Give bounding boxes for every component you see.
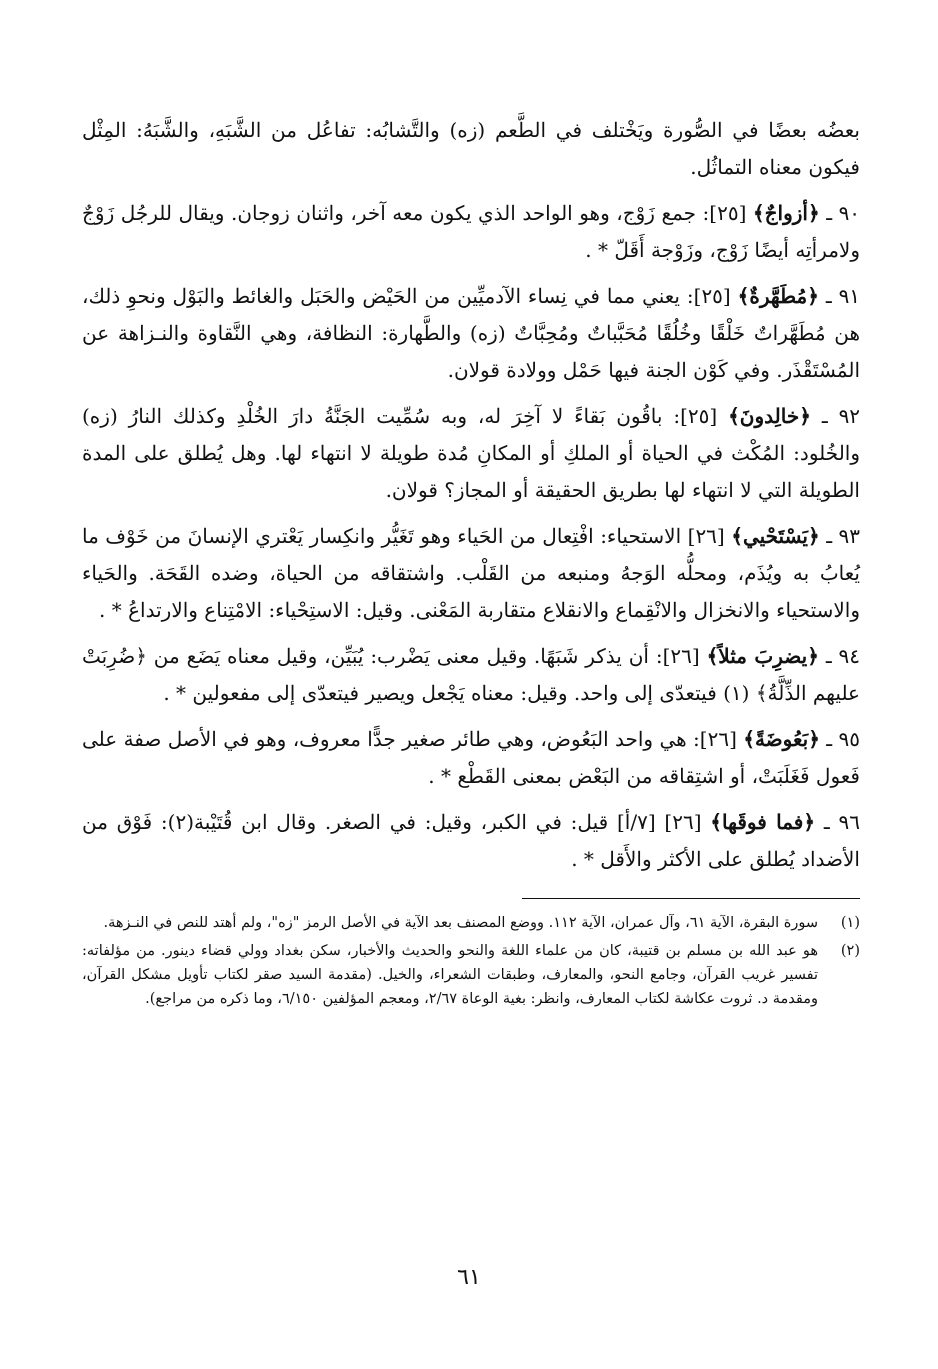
entry-verse-ref: [٢٦] [687, 524, 725, 548]
entry-text: الاستحياء: افْتِعال من الحَياء وهو تَغَيُّر وانكِسار يَعْتري الإنسانَ من خَوْف ما يُعابُ به ويُذَم، ومحلُّه الوَجهُ ومنبعه من القَلْب. واشتقاقه من الحياة، وضده القَحَة. والحَياء والاستحياء والانخزال والانْقِماع والانقلاع متقاربة المَعْنى. وقيل: الاستِحْياء: الامْتِناع والارتداعُ * . [82, 524, 860, 622]
entries-list [82, 195, 860, 878]
entry-term: ﴿يَسْتَحْيي﴾ [731, 524, 820, 548]
footnote-mark: (٢) [840, 943, 860, 959]
entry-94 [82, 638, 860, 712]
entry-verse-ref: [٢٥]: [686, 284, 731, 308]
entry-90 [82, 195, 860, 269]
entry-number: ٩٣ ـ [826, 524, 861, 548]
entry-number: ٩٢ ـ [821, 404, 861, 428]
entry-term: ﴿يضرِبَ مثلاً﴾ [706, 644, 819, 668]
entry-number: ٩١ ـ [825, 284, 861, 308]
entry-96 [82, 804, 860, 878]
entry-text: أن يذكر شَبَهًا. وقيل معنى يَضْرب: يُبَيِّن، وقيل معناه يَضَع من ﴿ضُرِبَتْ عليهم الذِّلَّةُ﴾ (١) فيتعدّى إلى واحد. وقيل: معناه يَجْعل ويصير فيتعدّى إلى مفعولين * . [82, 644, 860, 705]
entry-term: ﴿بَعُوضَةً﴾ [743, 727, 820, 751]
entry-number: ٩٤ ـ [825, 644, 861, 668]
entry-number: ٩٦ ـ [823, 810, 860, 834]
entry-text: يعني مما في نِساء الآدميِّين من الحَيْض والحَبَل والغائط والبَوْل ونحوِ ذلك، هن مُطَهَّراتٌ خَلْقًا وخُلُقًا مُحَبَّباتٌ ومُحِبَّاتٌ (زه) والطَّهارة: النظافة، وهي النَّقاوة والنـزاهة عن المُسْتَقْذَر. وفي كَوْن الجنة فيها حَمْل وولادة قولان. [82, 284, 860, 382]
entry-verse-ref: [٢٦]: [693, 727, 737, 751]
entry-term: ﴿فما فوقَها﴾ [710, 810, 816, 834]
footnote-1 [82, 911, 860, 935]
page-number: ٦١ [457, 1265, 481, 1290]
footnote-2 [82, 939, 860, 1011]
entry-text: هي واحد البَعُوض، وهي طائر صغير جدًّا معروف، وهو في الأصل صفة على فَعول فَغَلَبَتْ، أو اشتِقاقه من البَعْض بمعنى القَطْع * . [82, 727, 860, 788]
entry-term: ﴿مُطَهَّرةٌ﴾ [737, 284, 819, 308]
entry-92 [82, 398, 860, 509]
entry-91 [82, 278, 860, 389]
footnote-text: هو عبد الله بن مسلم بن قتيبة، كان من علماء اللغة والنحو والحديث والأخبار، سكن بغداد وولي قضاء دينور. من مؤلفاته: تفسير غريب القرآن، وجامع النحو، والمعارف، وطبقات الشعراء، والخيل. (مقدمة السيد صقر لكتاب تأويل مشكل القرآن، ومقدمة د. ثروت عكاشة لكتاب المعارف، وانظر: بغية الوعاة ٢/٦٧، ومعجم المؤلفين ٦/١٥٠، وما ذكره من مراجع). [82, 943, 818, 1007]
entry-verse-ref: [٢٦]: [655, 644, 700, 668]
footnote-text: سورة البقرة، الآية ٦١، وآل عمران، الآية ١١٢. ووضع المصنف بعد الآية في الأصل الرمز "زه"، ولم أهتد للنص في النـزهة. [103, 915, 818, 931]
entry-text: قيل: في الكبر، وقيل: في الصغر. وقال ابن قُتَيْبة(٢): فَوْق من الأضداد يُطلق على الأكثر والأَقل * . [82, 810, 860, 871]
entry-verse-ref: [٢٦] [٧/أ] [616, 810, 702, 834]
entry-term: ﴿أزواجٌ﴾ [752, 201, 820, 225]
entry-text: باقُون بَقاءً لا آخِرَ له، وبه سُمِّيت الجَنَّةُ دارَ الخُلْدِ وكذلك النارُ (زه) والخُلود: المُكْث في الحياة أو الملكِ أو المكانِ مُدة طويلة لا انتهاء لها. وهل يُطلق على المدة الطويلة التي لا انتهاء لها بطريق الحقيقة أو المجاز؟ قولان. [82, 404, 860, 502]
entry-number: ٩٠ ـ [826, 201, 861, 225]
intro-paragraph: بعضُه بعضًا في الصُّورة ويَخْتلف في الطَّعم (زه) والتَّشابُه: تفاعُل من الشَّبَهِ، والشَّبَهُ: المِثْل فيكون معناه التماثُل. [82, 118, 860, 179]
entry-verse-ref: [٢٥]: [702, 201, 747, 225]
entry-verse-ref: [٢٥]: [673, 404, 718, 428]
footnotes [82, 911, 860, 1011]
entry-number: ٩٥ ـ [826, 727, 860, 751]
footnote-mark: (١) [840, 915, 860, 931]
entry-term: ﴿خالِدونَ﴾ [728, 404, 811, 428]
entry-95 [82, 721, 860, 795]
footnote-divider [522, 898, 860, 899]
entry-93 [82, 518, 860, 629]
entry-text: جمع زَوْج، وهو الواحد الذي يكون معه آخر، واثنان زوجان. ويقال للرجُل زَوْجٌ ولامرأتِه أيضًا زَوْج، وزَوْجة أَقَلّ * . [82, 201, 860, 262]
